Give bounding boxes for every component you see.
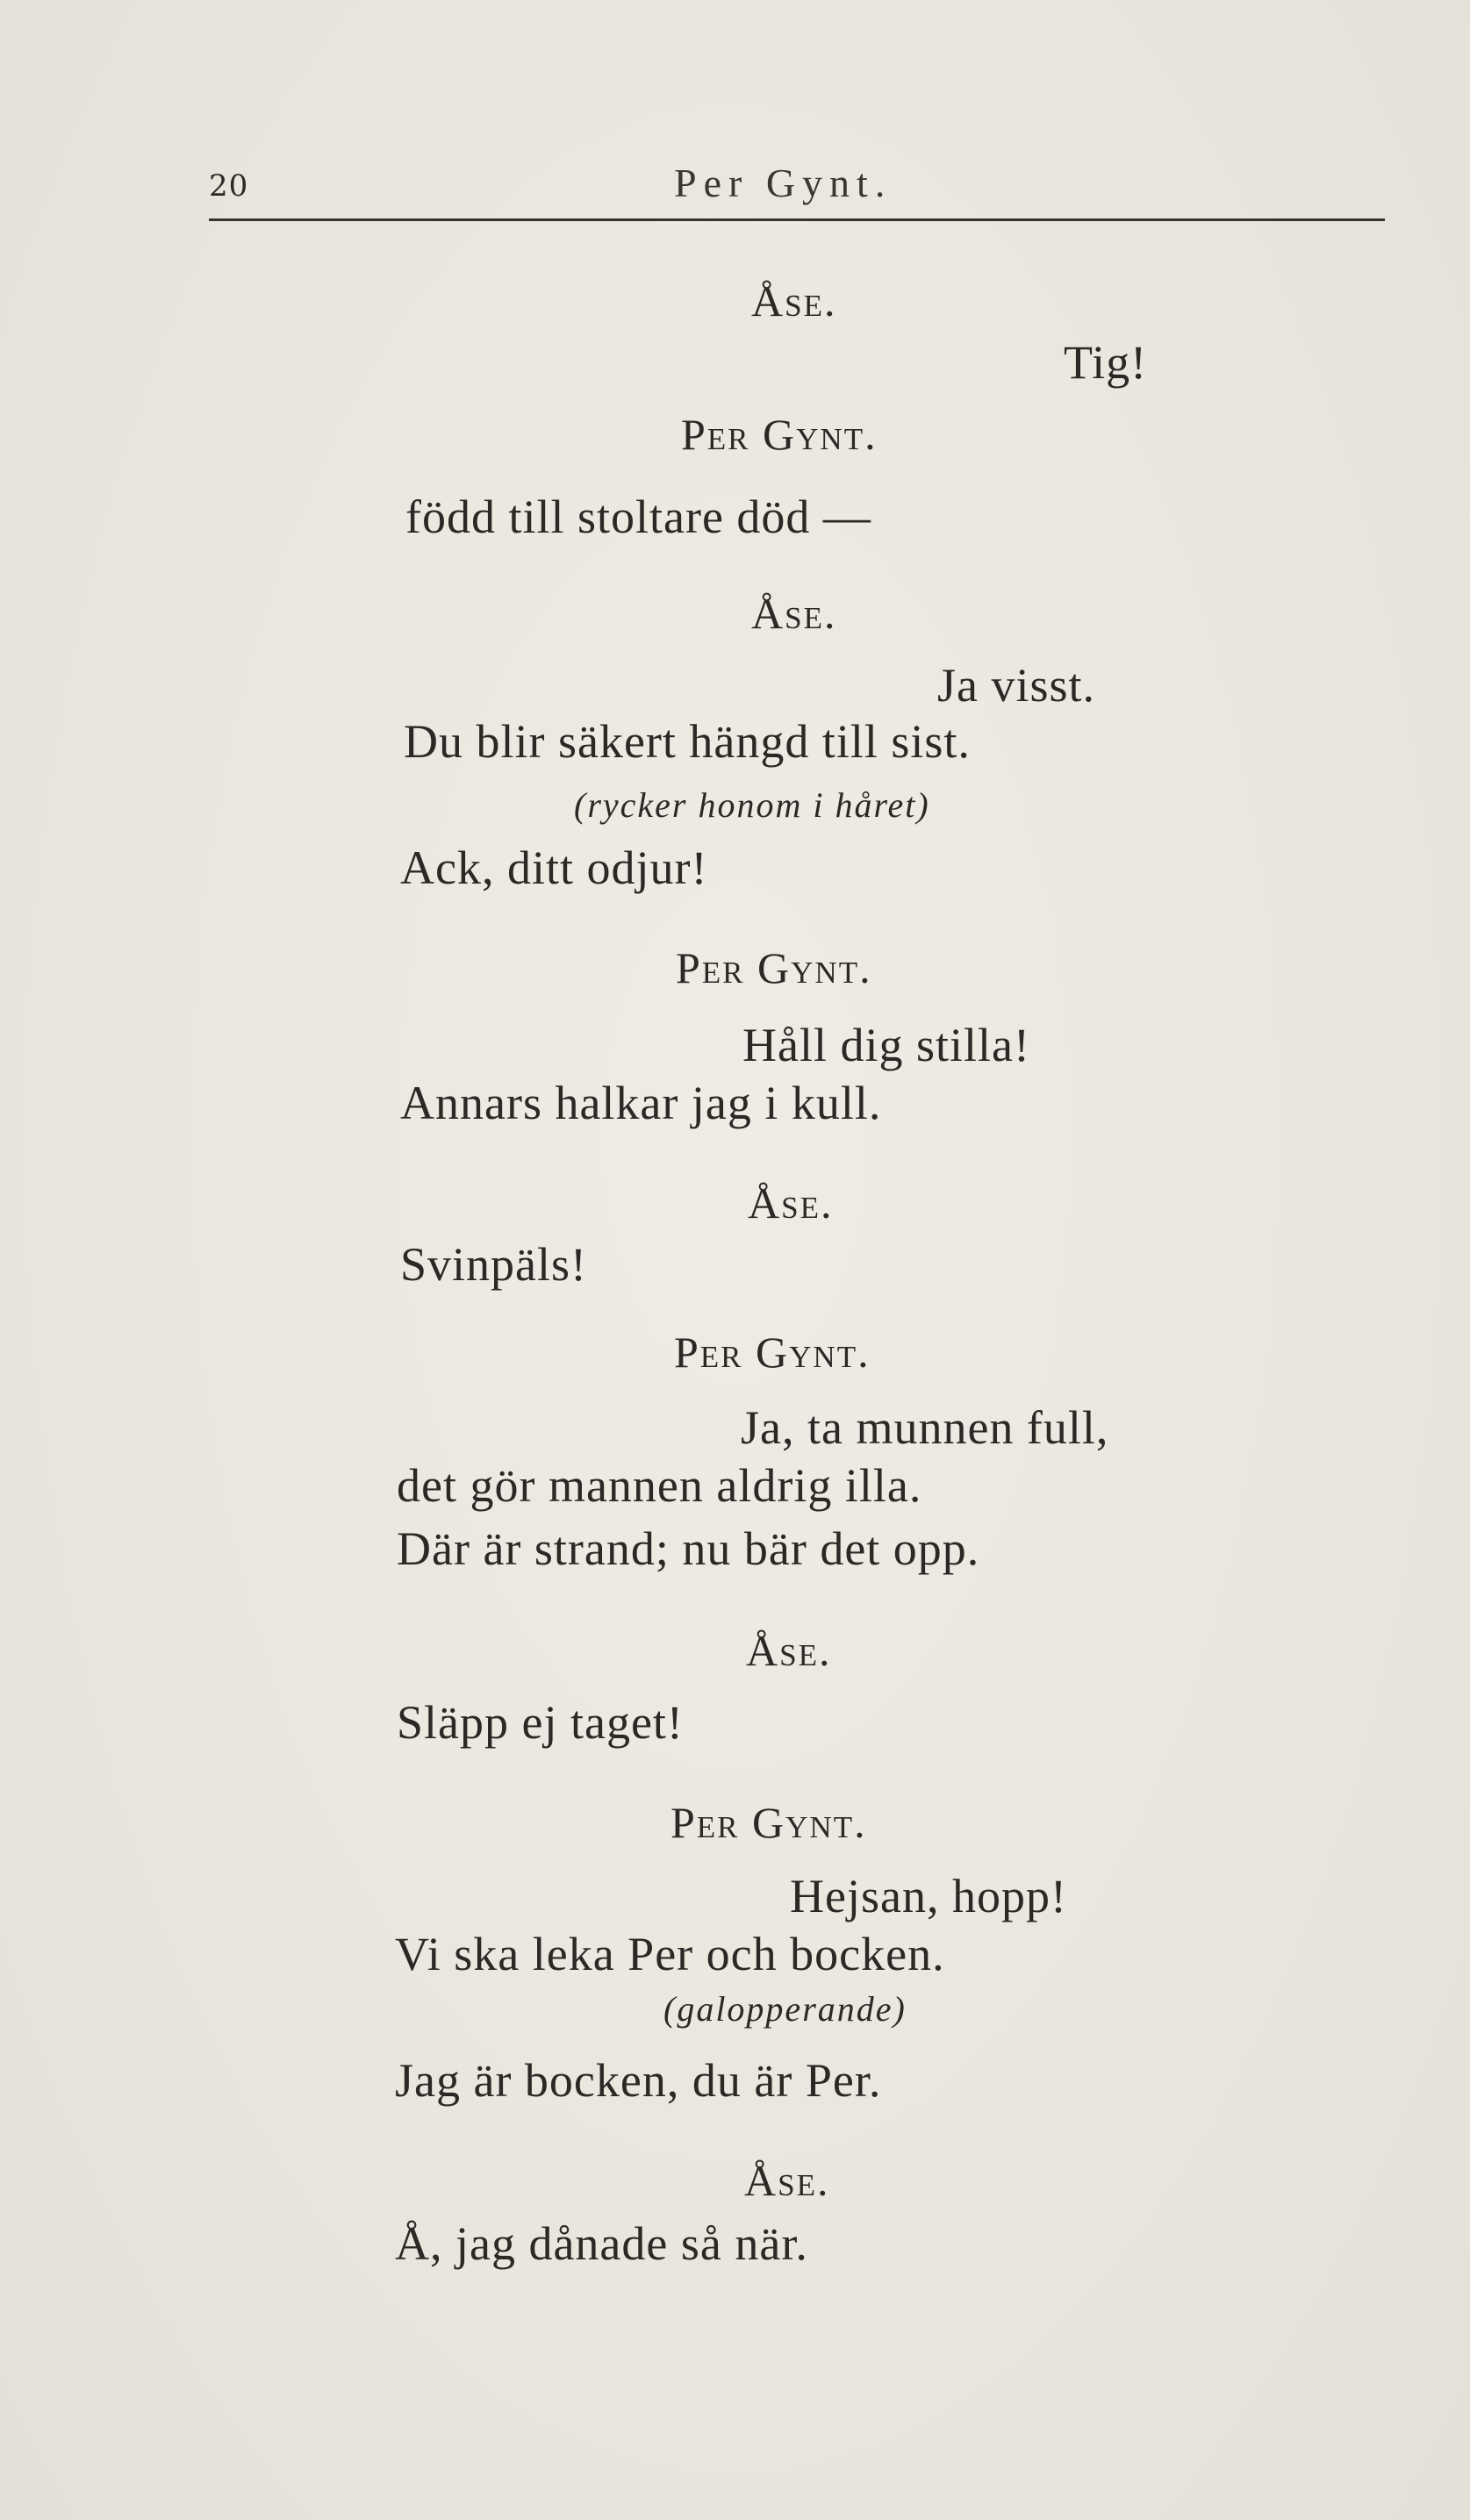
verse-line: det gör mannen aldrig illa. [397,1459,922,1512]
page-number: 20 [209,168,249,204]
verse-line: Håll dig stilla! [742,1019,1030,1071]
speaker-ase: Åse. [748,1178,834,1228]
speaker-per-gynt: Per Gynt. [670,1798,867,1847]
page-header [209,160,1385,223]
verse-line: Vi ska leka Per och bocken. [395,1928,945,1980]
verse-line: Där är strand; nu bär det opp. [397,1522,980,1575]
speaker-ase: Åse. [751,589,837,638]
verse-line: Ja, ta munnen full, [741,1401,1109,1454]
speaker-ase: Åse. [744,2156,830,2205]
verse-line: Å, jag dånade så när. [395,2217,808,2270]
verse-line: Svinpäls! [400,1238,588,1291]
speaker-per-gynt: Per Gynt. [674,1328,871,1377]
header-rule [209,218,1385,221]
verse-line: Ack, ditt odjur! [400,841,708,894]
verse-line: Tig! [1064,336,1148,389]
verse-line: Ja visst. [937,659,1096,712]
stage-direction: (galopperande) [663,1989,907,2029]
verse-line: Annars halkar jag i kull. [400,1077,882,1129]
speaker-ase: Åse. [746,1626,832,1675]
running-title: Per Gynt. [674,161,893,205]
verse-line: Du blir säkert hängd till sist. [404,715,971,768]
verse-line: Jag är bocken, du är Per. [395,2054,882,2107]
verse-line: Släpp ej taget! [397,1696,684,1749]
verse-line: Hejsan, hopp! [790,1870,1067,1922]
verse-line: född till stoltare död — [405,490,871,543]
speaker-ase: Åse. [751,276,837,326]
stage-direction: (rycker honom i håret) [574,785,930,825]
speaker-per-gynt: Per Gynt. [676,943,872,992]
speaker-per-gynt: Per Gynt. [681,410,878,459]
